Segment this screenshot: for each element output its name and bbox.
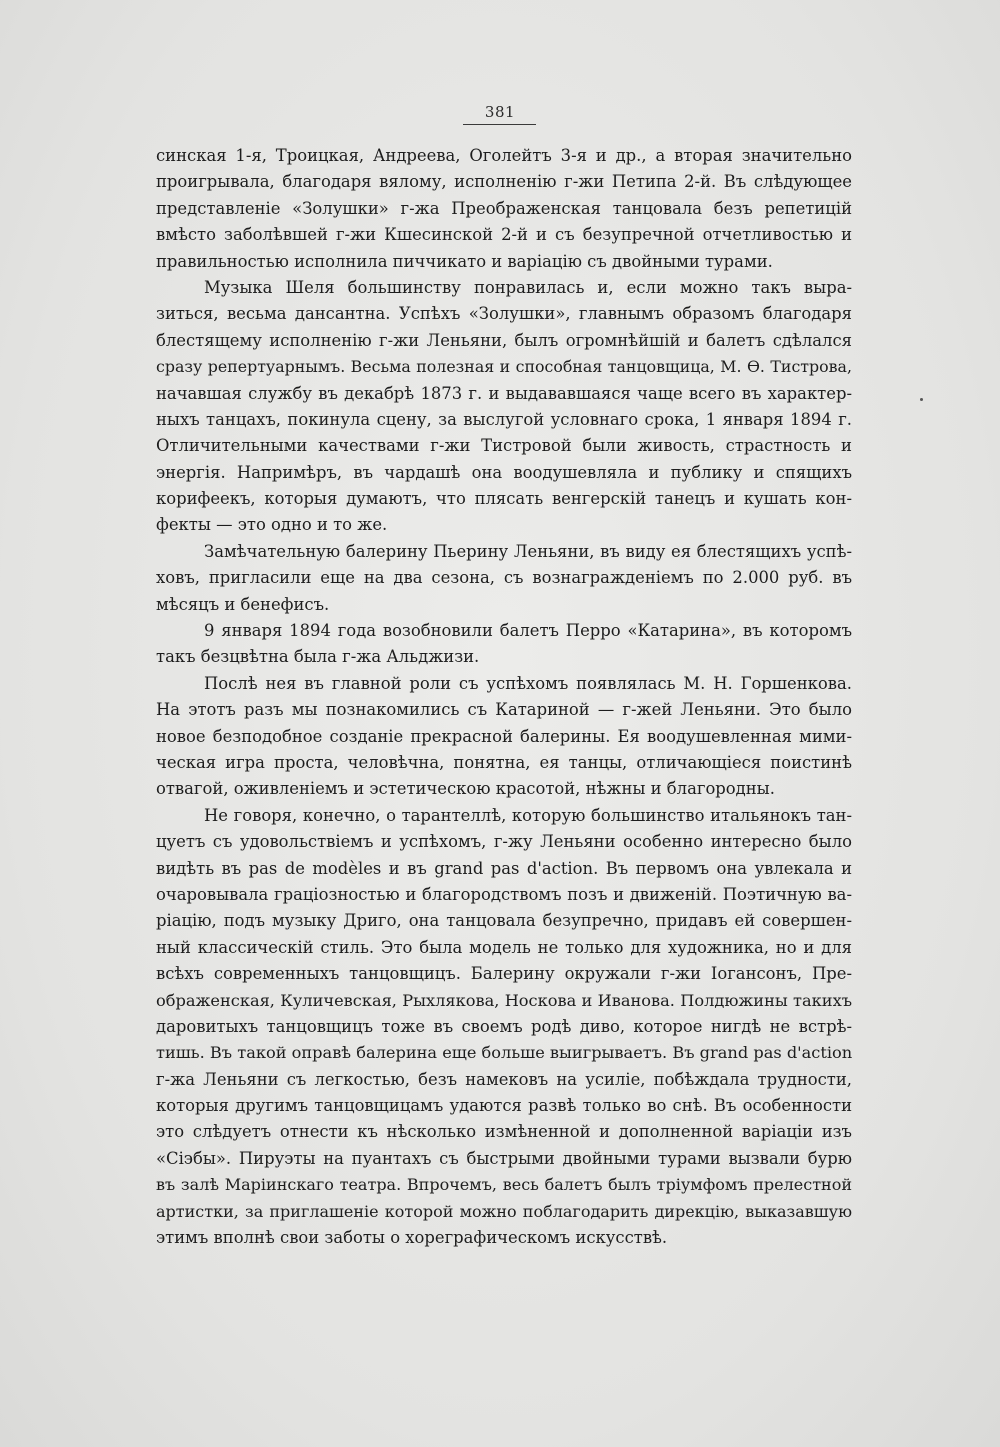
text-line: ный классическій стиль. Это была модель не только для художника, но и для — [156, 937, 852, 957]
text-line: новое безподобное созданіе прекрасной балерины. Ея воодушевленная мими- — [156, 726, 852, 746]
text-line: фекты — это одно и то же. — [156, 515, 388, 535]
text-line: блестящему исполненію г-жи Леньяни, былъ огромнѣйшій и балетъ сдѣлался — [156, 330, 852, 350]
text-line: которыя другимъ танцовщицамъ удаются развѣ только во снѣ. Въ особенности — [156, 1096, 852, 1116]
text-line: цуетъ съ удовольствіемъ и успѣхомъ, г-жу Леньяни особенно интересно было — [156, 832, 852, 852]
text-line: въ залѣ Маріинскаго театра. Впрочемъ, весь балетъ былъ тріумфомъ прелестной — [156, 1175, 852, 1195]
scan-speck — [920, 398, 923, 401]
text-line: Музыка Шеля большинству понравилась и, если можно такъ выра- — [204, 277, 852, 297]
text-line: «Сіэбы». Пируэты на пуантахъ съ быстрыми двойными турами вызвали бурю — [156, 1148, 852, 1168]
text-line: Замѣчательную балерину Пьерину Леньяни, въ виду ея блестящихъ успѣ- — [204, 541, 852, 561]
text-line: правильностью исполнила пиччикато и варіацію съ двойными турами. — [156, 251, 773, 271]
text-line: ображенская, Куличевская, Рыхлякова, Носкова и Иванова. Полдюжины такихъ — [156, 990, 852, 1010]
text-line: мѣсяцъ и бенефисъ. — [156, 594, 330, 614]
text-line: ріацію, подъ музыку Дриго, она танцовала безупречно, придавъ ей совершен- — [156, 911, 852, 931]
text-line: сразу репертуарнымъ. Весьма полезная и способная танцовщица, М. Ѳ. Тистрова, — [156, 357, 852, 377]
text-line: Не говоря, конечно, о тарантеллѣ, которую большинство итальянокъ тан- — [204, 805, 852, 825]
text-line: 9 января 1894 года возобновили балетъ Перро «Катарина», въ которомъ — [204, 621, 852, 641]
header-rule — [463, 124, 536, 125]
text-line: Отличительными качествами г-жи Тистровой были живость, страстность и — [156, 436, 852, 456]
text-line: г-жа Леньяни съ легкостью, безъ намековъ на усиліе, побѣждала трудности, — [156, 1069, 852, 1089]
text-line: тишь. Въ такой оправѣ балерина еще больше выигрываетъ. Въ grand pas d'action — [156, 1043, 852, 1063]
text-line: корифеекъ, которыя думаютъ, что плясать венгерскій танецъ и кушать кон- — [156, 489, 852, 509]
text-line: это слѣдуетъ отнести къ нѣсколько измѣненной и дополненной варіаціи изъ — [156, 1122, 852, 1142]
text-line: видѣть въ pas de modèles и въ grand pas d'action. Въ первомъ она увлекала и — [156, 858, 852, 878]
text-line: представленіе «Золушки» г-жа Преображенская танцовала безъ репетицій — [156, 198, 852, 218]
text-line: На этотъ разъ мы познакомились съ Катариной — г-жей Леньяни. Это было — [156, 700, 852, 720]
body-text — [156, 143, 852, 1251]
text-line: вмѣсто заболѣвшей г-жи Кшесинской 2-й и съ безупречной отчетливостью и — [156, 225, 852, 245]
text-line: начавшая службу въ декабрѣ 1873 г. и выдававшаяся чаще всего въ характер- — [156, 383, 852, 403]
text-line: ныхъ танцахъ, покинула сцену, за выслугой условнаго срока, 1 января 1894 г. — [156, 409, 852, 429]
text-line: этимъ вполнѣ свои заботы о хореграфическомъ искусствѣ. — [156, 1228, 668, 1248]
page-number: 381 — [484, 103, 516, 121]
text-line: энергія. Напримѣръ, въ чардашѣ она воодушевляла и публику и спящихъ — [156, 462, 852, 482]
text-line: даровитыхъ танцовщицъ тоже въ своемъ родѣ диво, которое нигдѣ не встрѣ- — [156, 1016, 852, 1036]
text-line: ческая игра проста, человѣчна, понятна, ея танцы, отличающіеся поистинѣ — [156, 752, 852, 772]
text-line: Послѣ нея въ главной роли съ успѣхомъ появлялась М. Н. Горшенкова. — [204, 673, 852, 693]
text-line: проигрывала, благодаря вялому, исполненію г-жи Петипа 2-й. Въ слѣдующее — [156, 172, 852, 192]
text-line: артистки, за приглашеніе которой можно поблагодарить дирекцію, выказавшую — [156, 1201, 852, 1221]
text-line: синская 1-я, Троицкая, Андреева, Оголейтъ 3-я и др., а вторая значительно — [156, 146, 852, 165]
text-line: отвагой, оживленіемъ и эстетическою красотой, нѣжны и благородны. — [156, 779, 775, 799]
text-line: такъ безцвѣтна была г-жа Альджизи. — [156, 647, 480, 667]
text-line: зиться, весьма дансантна. Успѣхъ «Золушки», главнымъ образомъ благодаря — [156, 304, 852, 324]
text-line: ховъ, пригласили еще на два сезона, съ вознагражденіемъ по 2.000 руб. въ — [156, 568, 852, 588]
text-line: всѣхъ современныхъ танцовщицъ. Балерину окружали г-жи Іогансонъ, Пре- — [156, 964, 852, 984]
text-line: очаровывала граціозностью и благородствомъ позъ и движеній. Поэтичную ва- — [156, 884, 852, 904]
